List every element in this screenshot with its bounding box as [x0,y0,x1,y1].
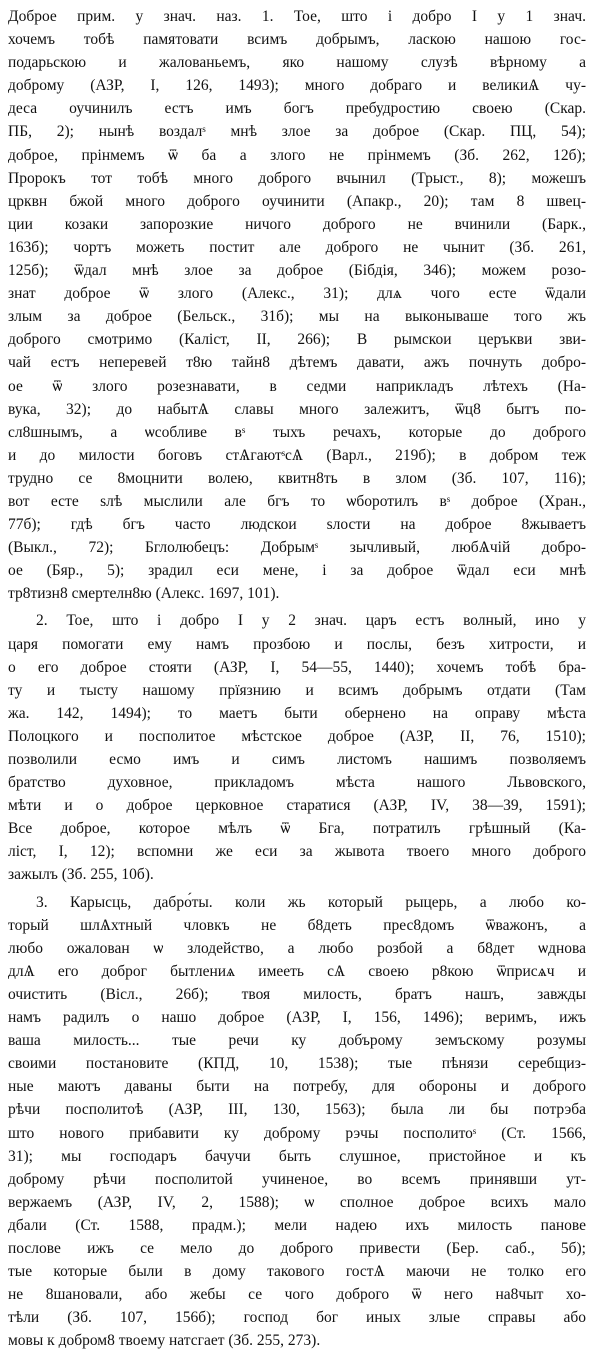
entry-line: 3. Карысць, дабро́ты. коли жь который рыцерь, а любо ко- [36,893,586,911]
entry-sense-3 [8,891,586,1352]
entry-line: братство духовное, прикладомъ мѣста нашого Львовского, [8,774,586,792]
entry-line: ое (Бяр., 5); зрадил еси мене, і за доброе ѿдал еси мнѣ [8,562,586,580]
entry-line: жа. 142, 1494); то маетъ быти обернено на оправу мѣста [8,704,586,722]
entry-line: ое ѿ злого розезнавати, в седми наприкладъ лѣтехъ (На- [8,377,586,395]
entry-line: ваша милость... тые речи ку добърому земъскому розумы [8,1032,586,1050]
entry-line: злым за доброе (Бельск., 31б); мы на выконываше того жъ [8,308,586,326]
entry-line: 77б); гдѣ бгъ часто людскои ѕлости на доброе 8жываетъ [8,516,586,534]
entry-line: вот есте ѕлѣ мыслили але бгъ то ѡборотилъ вˢ доброе (Хран., [8,492,586,510]
entry-line: знат доброе ѿ злого (Алекс., 31); длѧ чого есте ѿдали [8,285,586,303]
entry-line: доброму рѣчи посполитой учиненое, во всемъ принявши ут- [8,1170,586,1188]
entry-line: тые которые были в дому таковогo гостѦ маючи не толко его [8,1263,586,1281]
entry-line: (Выкл., 72); Бглолюбецъ: Добрымˢ зычливый, любѦчій добро- [8,539,586,557]
entry-line: хочемъ тобѣ памятовати всимъ добрымъ, ласкою нашою гос- [8,31,586,49]
entry-line: тр8тизн8 смертелн8ю (Алекс. 1697, 101). [8,585,280,603]
entry-line: Пророкъ тот тобѣ много доброго вчынил (Трыст., 8); можешъ [8,169,586,187]
entry-line: што нового прибавити ку доброму рэчы посполитоˢ (Ст. 1566, [8,1124,586,1142]
entry-line: мовы к добром8 твоему натсгает (Зб. 255, 273). [8,1332,321,1350]
entry-line: Полоцкого и посполитое мѣстское доброе (АЗР, II, 76, 1510); [8,727,586,745]
entry-line: вука, 32); до набытѦ славы много залежитъ, ѿц8 бытъ по- [8,400,586,418]
entry-line: доброе, прінмемъ ѿ ба а злого не прінмемъ (Зб. 262, 12б); [8,146,586,164]
entry-line: дбали (Ст. 1588, прадм.); мели надею ихъ милость панове [8,1216,586,1234]
entry-line: сл8шнымъ, а ѡсобливе вˢ тыхъ речахъ, которые до доброго [8,423,586,441]
entry-line: трудно се 8моцнити волею, квитн8ть в злом (Зб. 107, 116); [8,469,586,487]
entry-line: црквн бжой много доброго оучинити (Апакр., 20); там 8 швец- [8,192,586,210]
entry-line: рѣчи посполитоѣ (АЗР, III, 130, 1563); была ли бы потрэба [8,1101,586,1119]
entry-line: ции козаки запорозкие ничого доброго не вчинили (Барк., [8,215,586,233]
entry-line: зажылъ (Зб. 255, 10б). [8,866,154,884]
entry-line: мѣти и о доброе церковное старатися (АЗР, IV, 38—39, 1591); [8,797,586,815]
entry-line: 31); мы господаръ бачучи быть слушное, пристойное и къ [8,1147,586,1165]
entry-line: своими постановите (КПД, 10, 1538); тые пѣнязи серебщиз- [8,1055,586,1073]
entry-line: длѦ его доброг бытлениѧ имееть сѦ своею р8кою ѿприсѧч и [8,962,586,980]
entry-line: вержаемъ (АЗР, IV, 2, 1588); ѡ сполное доброе всихъ мало [8,1193,586,1211]
entry-line: не 8шановали, або жебы се чого доброго ѿ него на8чыт хо- [8,1286,586,1304]
entry-line: торый шлѦхтный чловкъ не б8деть прес8домъ ѿважонъ, а [8,916,586,934]
entry-line: тѣли (Зб. 107, 156б); господ бог иных злые справы або [8,1309,586,1327]
entry-sense-1 [8,5,586,605]
entry-line: 2. Тое, што і добро I у 2 знач. царъ естъ волный, ино у [36,612,586,630]
entry-line: ПБ, 2); нынѣ воздалˢ мнѣ злое за доброе (Скар. ПЦ, 54); [8,123,586,141]
entry-line: ліст, I, 12); вспомни же еси за жывота твоего много доброго [8,843,586,861]
entry-line: намъ радилъ о нашо доброе (АЗР, I, 156, 1496); веримъ, ижъ [8,1009,586,1027]
entry-line: ные маютъ даваны быти на потребу, для обороны и доброго [8,1078,586,1096]
entry-line: 163б); чортъ можеть постит але доброго не чынит (Зб. 261, [8,238,586,256]
entry-line: доброго смотримо (Каліст, II, 266); В рымскои церъкви зви- [8,331,586,349]
entry-line: о его доброе стояти (АЗР, I, 54—55, 1440); хочемъ тобѣ бра- [8,658,586,676]
entry-line: доброму (АЗР, I, 126, 1493); много добраго и великиѦ чу- [8,77,586,95]
entry-line: царя помогати ему намъ прозбою и послы, безъ хитрости, и [8,635,586,653]
entry-line: 125б); ѿдал мнѣ злое за доброе (Бібдія, 346); можем розо- [8,262,586,280]
entry-line: очистить (Вісл., 26б); твоя милость, братъ нашъ, завжды [8,985,586,1003]
entry-sense-2 [8,609,586,886]
entry-line: послове ижъ се мело до доброго привести (Бер. саб., 5б); [8,1239,586,1257]
entry-line: подарьскою и жалованьемъ, яко нашому слузѣ вѣрному а [8,54,586,72]
entry-line: Доброе прим. у знач. наз. 1. Тое, што і добро I у 1 знач. [8,8,586,25]
dictionary-page [8,5,586,1352]
entry-line: ту и тысту нашому прїязнию и всимъ добрымъ отдати (Там [8,681,586,699]
entry-line: деса оучинилъ естъ имъ богъ пребудростию своею (Скар. [8,100,586,118]
entry-line: и до милости боговъ стѦгаютˢсѦ (Варл., 219б); в добром теж [8,446,586,464]
entry-line: чай естъ неперевей т8ю тайн8 дѣтемъ давати, ажъ почнуть добро- [8,354,586,372]
entry-line: Все доброе, которое мѣлъ ѿ Бга, потратилъ грѣшный (Ка- [8,820,586,838]
entry-line: любо ожалован ѡ злодейство, а любо розбой а б8дет ѡднова [8,939,586,957]
entry-line: позволили есмо имъ и симъ листомъ нашимъ позволяемъ [8,751,586,768]
